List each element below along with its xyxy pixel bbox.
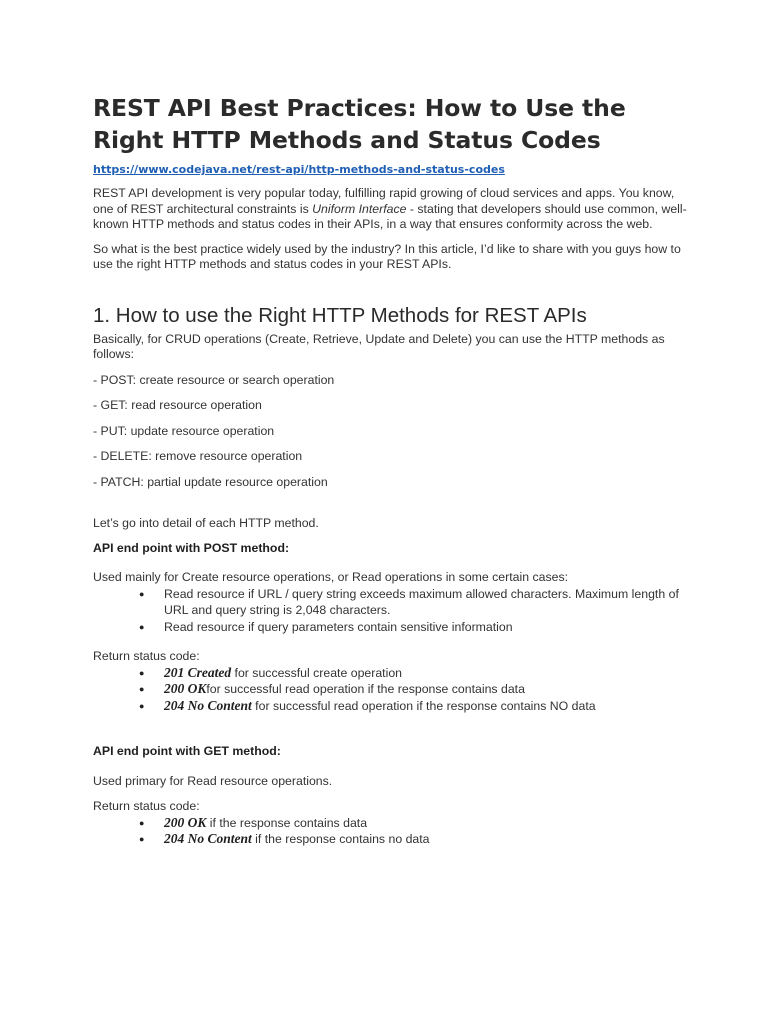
status-desc: for successful read operation if the response contains NO data: [251, 698, 596, 713]
post-use-list: [93, 586, 693, 636]
intro-text-end: - stating that developers should use common, well-known HTTP methods and status codes in their APIs, in a way that ensures conformity across the web.: [93, 201, 687, 231]
post-status-list: [93, 665, 693, 715]
section-lead: Basically, for CRUD operations (Create, Retrieve, Update and Delete) you can use the HTTP methods as follows:: [93, 331, 665, 361]
get-return-label: Return status code:: [93, 799, 200, 813]
method-item-put: - PUT: update resource operation: [93, 423, 275, 438]
method-item-post: - POST: create resource or search operation: [93, 372, 335, 387]
bullet-icon: ●: [139, 588, 145, 599]
get-status-list: [93, 815, 693, 848]
status-code: 204 No Content: [164, 831, 252, 846]
post-description: Used mainly for Create resource operations, or Read operations in some certain cases:: [93, 570, 569, 584]
status-item: [138, 681, 693, 698]
status-desc: if the response contains no data: [251, 832, 430, 846]
article-content: [93, 92, 693, 848]
status-code: 201 Created: [164, 664, 232, 680]
intro-emphasis: Uniform Interface: [312, 201, 407, 216]
status-code: 204 No Content: [164, 697, 252, 713]
list-item: [138, 586, 693, 619]
intro-text-start: REST API development is very popular today, fulfilling rapid growing of cloud services and apps. You know, one of REST architectural constraints is: [93, 186, 675, 216]
method-item-delete: - DELETE: remove resource operation: [93, 449, 303, 463]
status-desc: if the response contains data: [206, 815, 368, 830]
status-code: 200 OK: [164, 681, 207, 696]
status-item: [138, 698, 693, 715]
bullet-icon: ●: [139, 621, 145, 632]
bullet-icon: ●: [139, 834, 145, 844]
list-item: [138, 619, 693, 636]
status-desc: for successful read operation if the response contains data: [206, 682, 525, 696]
status-item: [138, 815, 693, 832]
list-item-text: Read resource if URL / query string exceeds maximum allowed characters. Maximum length of URL and query string is 2,048 characters.: [164, 586, 679, 617]
get-description: Used primary for Read resource operations.: [93, 773, 333, 788]
source-link[interactable]: https://www.codejava.net/rest-api/http-methods-and-status-codes: [93, 163, 505, 176]
method-item-get: - GET: read resource operation: [93, 398, 262, 412]
post-heading: API end point with POST method:: [93, 540, 290, 555]
bullet-icon: ●: [139, 684, 145, 694]
get-heading: API end point with GET method:: [93, 744, 281, 758]
post-return-label: Return status code:: [93, 649, 200, 663]
list-item-text: Read resource if query parameters contain sensitive information: [164, 619, 513, 634]
intro-paragraph-1: [93, 186, 693, 233]
status-item: [138, 831, 693, 848]
status-item: [138, 665, 693, 682]
bullet-icon: ●: [139, 817, 145, 828]
status-code: 200 OK: [164, 814, 207, 830]
section-heading: 1. How to use the Right HTTP Methods for REST APIs: [93, 303, 587, 327]
intro-paragraph-2: So what is the best practice widely used by the industry? In this article, I’d like to share with you guys how to use the right HTTP methods and status codes in your REST APIs.: [93, 241, 681, 271]
method-item-patch: - PATCH: partial update resource operation: [93, 474, 328, 489]
bullet-icon: ●: [139, 700, 145, 711]
bullet-icon: ●: [139, 667, 145, 678]
detail-intro: Let’s go into detail of each HTTP method.: [93, 516, 319, 530]
status-desc: for successful create operation: [231, 665, 403, 680]
article-title: REST API Best Practices: How to Use the Right HTTP Methods and Status Codes: [93, 94, 626, 154]
